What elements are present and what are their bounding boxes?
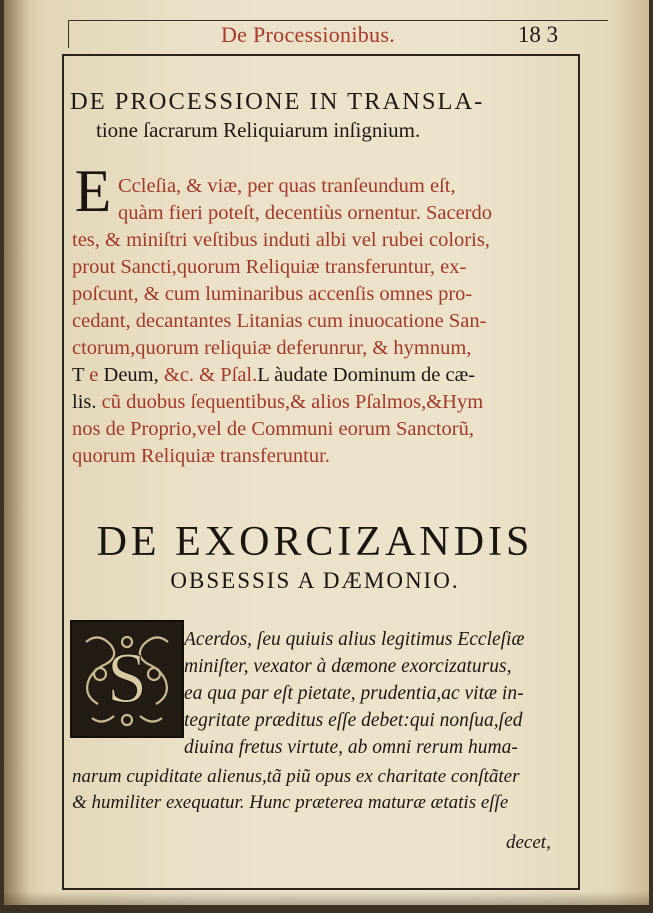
text-fragment: lis. <box>72 391 97 413</box>
text-line: poſcunt, & cum luminaribus accenſis omnes pro- <box>72 283 473 305</box>
text-line: tes, & miniſtri veſtibus induti albi vel rubei coloris, <box>72 229 490 251</box>
text-line: ea qua par eſt pietate, prudentia,ac vitæ in- <box>184 683 524 704</box>
text-line: cedant, decantantes Litanias cum inuocatione San- <box>72 310 487 332</box>
text-line-mixed <box>72 361 475 389</box>
text-line: nos de Proprio,vel de Communi eorum Sanctorũ, <box>72 418 474 440</box>
text-line: Ccleſia, & viæ, per quas tranſeundum eſt, <box>118 175 456 197</box>
page-number: 18 3 <box>517 22 559 47</box>
text-fragment: àudate Dominum de cæ- <box>269 364 476 386</box>
catchword: decet, <box>506 832 551 853</box>
text-line: ctorum,quorum reliquiæ deferunrur, & hymnum, <box>72 337 472 359</box>
text-line: diuina fretus virtute, ab omni rerum huma- <box>184 737 518 758</box>
text-fragment: Deum, <box>103 364 159 386</box>
text-line: Acerdos, ſeu quiuis alius legitimus Eccleſiæ <box>184 629 525 650</box>
text-fragment: L <box>257 364 270 386</box>
running-head: De Processionibus. <box>220 22 396 47</box>
text-line: & humiliter exequatur. Hunc præterea maturæ ætatis eſſe <box>72 792 509 813</box>
header-rule-left <box>68 20 69 48</box>
section1-title: DE PROCESSIONE IN TRANSLA- <box>70 88 485 115</box>
section2-title: DE EXORCIZANDIS <box>96 519 534 565</box>
section1-title-cont: tione ſacrarum Reliquiarum inſignium. <box>96 118 421 142</box>
text-line: prout Sancti,quorum Reliquiæ transferuntur, ex- <box>72 256 467 278</box>
drop-initial-e: E <box>74 158 112 224</box>
text-fragment: T <box>72 364 85 386</box>
text-fragment: e <box>84 364 104 386</box>
text-line: tegritate præditus eſſe debet:qui nonſua,ſed <box>184 710 523 731</box>
page-gutter <box>4 0 30 905</box>
drop-initial-s: S <box>106 638 148 718</box>
text-fragment: &c. & Pſal. <box>158 364 258 386</box>
page-edge-shadow <box>4 891 649 905</box>
text-line-mixed <box>72 388 483 416</box>
text-line: quorum Reliquiæ transferuntur. <box>72 445 330 467</box>
header-rule <box>68 20 608 21</box>
text-line: quàm fieri poteſt, decentiùs ornentur. Sacerdo <box>118 202 493 224</box>
section2-subtitle: OBSESSIS A DÆMONIO. <box>170 568 460 593</box>
text-fragment: cũ duobus ſequentibus,& alios Pſalmos,&Hym <box>96 391 484 413</box>
ornamental-drop-initial-s <box>70 620 184 738</box>
text-line: miniſter, vexator à dæmone exorcizaturus, <box>184 656 512 677</box>
text-line: narum cupiditate alienus,tã piũ opus ex charitate conſtãter <box>72 766 520 787</box>
ornament-foliage-icon <box>72 622 182 736</box>
